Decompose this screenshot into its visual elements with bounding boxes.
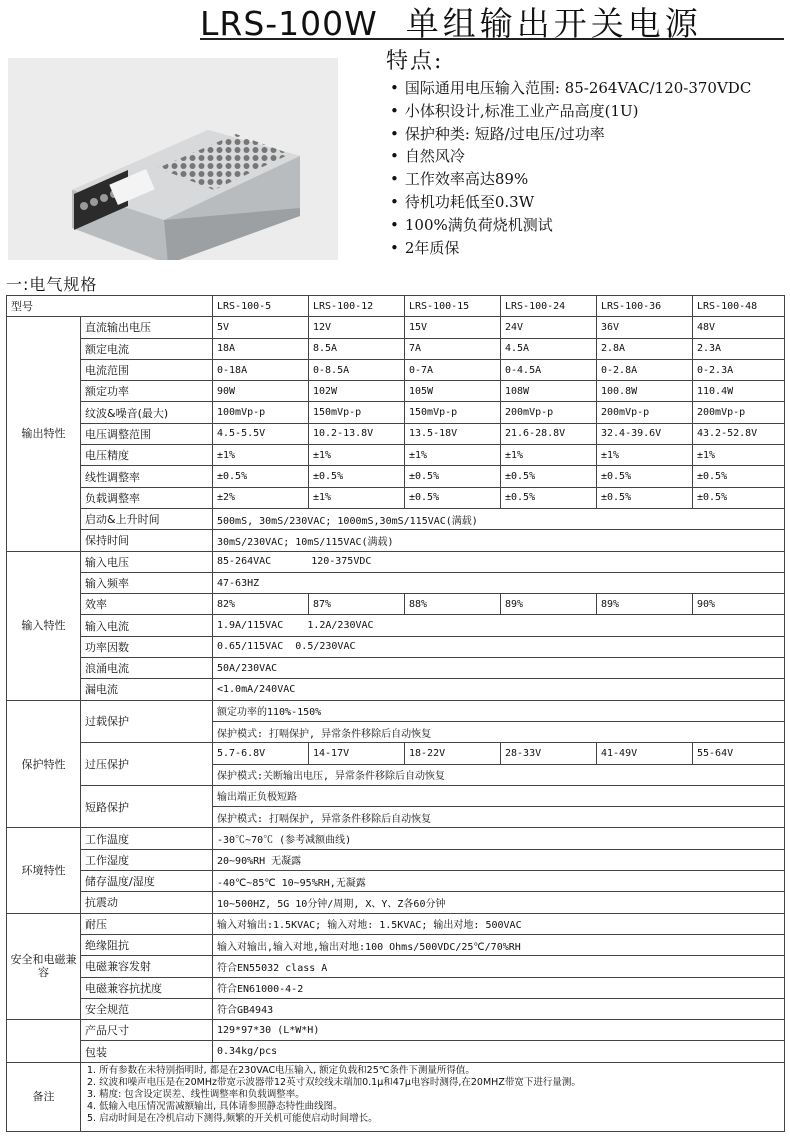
row-label: 功率因数	[81, 636, 213, 657]
value-cell: 12V	[309, 317, 405, 338]
value-cell: 0.34kg/pcs	[213, 1041, 785, 1062]
value-cell: 30mS/230VAC; 10mS/115VAC(满载)	[213, 530, 785, 551]
title-bar	[200, 0, 784, 43]
value-cell: ±2%	[213, 487, 309, 508]
value-cell: 90%	[693, 594, 785, 615]
value-cell: 0-7A	[405, 359, 501, 380]
row-label: 短路保护	[81, 785, 213, 828]
table-row	[7, 594, 785, 615]
row-label: 输入电压	[81, 551, 213, 572]
table-row	[7, 466, 785, 487]
table-row	[7, 572, 785, 593]
row-label: 电流范围	[81, 359, 213, 380]
value-cell: 额定功率的110%-150%	[213, 700, 785, 721]
value-cell: 47-63HZ	[213, 572, 785, 593]
power-supply-image	[8, 58, 338, 260]
group-environment: 环境特性	[7, 828, 81, 913]
section-title: 一:电气规格	[6, 275, 98, 294]
value-cell: ±1%	[309, 487, 405, 508]
note-line: 3. 精度: 包含设定误差、线性调整率和负载调整率。	[87, 1088, 305, 1100]
value-cell: 200mVp-p	[597, 402, 693, 423]
table-row	[7, 317, 785, 338]
value-cell: 保护模式: 打嗝保护, 异常条件移除后自动恢复	[213, 721, 785, 742]
notes-row	[7, 1062, 785, 1131]
row-label: 绝缘阻抗	[81, 934, 213, 955]
value-cell: ±0.5%	[501, 487, 597, 508]
value-cell: 5.7-6.8V	[213, 743, 309, 764]
value-cell: 110.4W	[693, 381, 785, 402]
row-label: 电磁兼容抗扰度	[81, 977, 213, 998]
value-cell: 输入对输出,输入对地,输出对地:100 Ohms/500VDC/25℃/70%RH	[213, 934, 785, 955]
value-cell: 32.4-39.6V	[597, 423, 693, 444]
value-cell: 18-22V	[405, 743, 501, 764]
value-cell: 0-18A	[213, 359, 309, 380]
value-cell	[213, 551, 785, 572]
value-cell: 14-17V	[309, 743, 405, 764]
row-label: 抗震动	[81, 892, 213, 913]
row-label: 负载调整率	[81, 487, 213, 508]
value-cell: ±0.5%	[213, 466, 309, 487]
table-row	[7, 828, 785, 849]
value-cell: 87%	[309, 594, 405, 615]
value-cell: 500mS, 30mS/230VAC; 1000mS,30mS/115VAC(满载)	[213, 508, 785, 529]
feature-item: • 小体积设计,标准工业产品高度(1U)	[386, 100, 786, 123]
value-cell: ±0.5%	[405, 466, 501, 487]
feature-item: • 待机功耗低至0.3W	[386, 191, 786, 214]
group-output: 输出特性	[7, 317, 81, 551]
value-cell: 0-2.8A	[597, 359, 693, 380]
row-label: 直流输出电压	[81, 317, 213, 338]
value-cell: 200mVp-p	[693, 402, 785, 423]
value-cell: 13.5-18V	[405, 423, 501, 444]
value-cell: <1.0mA/240VAC	[213, 679, 785, 700]
value-cell	[213, 636, 785, 657]
row-label: 过载保护	[81, 700, 213, 743]
value-cell: 102W	[309, 381, 405, 402]
value-cell: 10~500HZ, 5G 10分钟/周期, X、Y、Z各60分钟	[213, 892, 785, 913]
table-row	[7, 551, 785, 572]
table-row	[7, 679, 785, 700]
value-cell: 2.8A	[597, 338, 693, 359]
value-cell: 55-64V	[693, 743, 785, 764]
value-cell: 18A	[213, 338, 309, 359]
row-label: 电压调整范围	[81, 423, 213, 444]
value-cell: ±0.5%	[693, 487, 785, 508]
table-row	[7, 658, 785, 679]
table-row	[7, 445, 785, 466]
features-panel	[386, 44, 786, 259]
value-cell: ±0.5%	[309, 466, 405, 487]
value-cell: 36V	[597, 317, 693, 338]
value-cell: 8.5A	[309, 338, 405, 359]
table-row	[7, 636, 785, 657]
row-label: 额定功率	[81, 381, 213, 402]
value-cell: 输入对输出:1.5KVAC; 输入对地: 1.5KVAC; 输出对地: 500VAC	[213, 913, 785, 934]
value-cell: 90W	[213, 381, 309, 402]
row-label: 线性调整率	[81, 466, 213, 487]
value-cell: 100.8W	[597, 381, 693, 402]
row-label: 保持时间	[81, 530, 213, 551]
group-other	[7, 1020, 81, 1063]
table-row	[7, 785, 785, 806]
model-cell: LRS-100-5	[213, 296, 309, 317]
row-label: 包装	[81, 1041, 213, 1062]
value-cell: ±0.5%	[597, 466, 693, 487]
row-label: 浪涌电流	[81, 658, 213, 679]
value-cell: 24V	[501, 317, 597, 338]
value-cell: 82%	[213, 594, 309, 615]
value-cell: 105W	[405, 381, 501, 402]
value-cell: 4.5-5.5V	[213, 423, 309, 444]
value-cell: 100mVp-p	[213, 402, 309, 423]
notes-label: 备注	[7, 1062, 81, 1131]
table-row	[7, 977, 785, 998]
value-cell: 0-8.5A	[309, 359, 405, 380]
value-cell: 150mVp-p	[405, 402, 501, 423]
table-row	[7, 892, 785, 913]
row-label: 输入电流	[81, 615, 213, 636]
value-cell: ±1%	[213, 445, 309, 466]
value-cell: 108W	[501, 381, 597, 402]
value-cell: 7A	[405, 338, 501, 359]
value-cell: ±0.5%	[693, 466, 785, 487]
table-row	[7, 487, 785, 508]
value-cell: -40℃~85℃ 10~95%RH,无凝露	[213, 871, 785, 892]
value-cell: 89%	[501, 594, 597, 615]
notes-cell	[81, 1062, 785, 1131]
row-label: 纹波&噪音(最大)	[81, 402, 213, 423]
feature-item: • 2年质保	[386, 237, 786, 260]
pf-a: 0.65/115VAC	[217, 641, 284, 653]
value-cell: 4.5A	[501, 338, 597, 359]
table-row	[7, 1020, 785, 1041]
product-photo	[8, 58, 338, 260]
pf-b: 0.5/230VAC	[295, 641, 356, 653]
group-safety: 安全和电磁兼容	[7, 913, 81, 1019]
row-label: 工作湿度	[81, 849, 213, 870]
value-cell: ±1%	[405, 445, 501, 466]
table-row	[7, 871, 785, 892]
product-title: 单组输出开关电源	[405, 4, 702, 43]
features-heading: 特点:	[386, 49, 444, 74]
row-label: 额定电流	[81, 338, 213, 359]
features-list	[386, 77, 786, 259]
value-cell: 28-33V	[501, 743, 597, 764]
row-label: 输入频率	[81, 572, 213, 593]
value-cell: ±1%	[501, 445, 597, 466]
table-row	[7, 849, 785, 870]
table-row	[7, 956, 785, 977]
group-protection: 保护特性	[7, 700, 81, 828]
value-cell: 88%	[405, 594, 501, 615]
feature-item: • 自然风冷	[386, 145, 786, 168]
value-cell: 48V	[693, 317, 785, 338]
value-cell: 符合GB4943	[213, 998, 785, 1019]
value-cell: ±0.5%	[501, 466, 597, 487]
table-row	[7, 700, 785, 721]
model-cell: LRS-100-48	[693, 296, 785, 317]
spec-table	[6, 295, 785, 1132]
table-row	[7, 743, 785, 764]
table-row	[7, 508, 785, 529]
value-cell: 20~90%RH 无凝露	[213, 849, 785, 870]
value-cell: 0-4.5A	[501, 359, 597, 380]
row-label: 电磁兼容发射	[81, 956, 213, 977]
model-cell: LRS-100-24	[501, 296, 597, 317]
value-cell: 21.6-28.8V	[501, 423, 597, 444]
value-cell: ±0.5%	[405, 487, 501, 508]
table-row	[7, 913, 785, 934]
value-cell: ±1%	[309, 445, 405, 466]
value-cell: 保护模式:关断输出电压, 异常条件移除后自动恢复	[213, 764, 785, 785]
value-cell: 129*97*30 (L*W*H)	[213, 1020, 785, 1041]
feature-item: • 工作效率高达89%	[386, 168, 786, 191]
note-line: 5. 启动时间是在冷机启动下测得,频繁的开关机可能使启动时间增长。	[87, 1112, 378, 1124]
table-row	[7, 615, 785, 636]
value-cell: -30℃~70℃ (参考减额曲线)	[213, 828, 785, 849]
value-cell: 150mVp-p	[309, 402, 405, 423]
table-row	[7, 1041, 785, 1062]
value-cell: 符合EN61000-4-2	[213, 977, 785, 998]
row-label: 工作温度	[81, 828, 213, 849]
model-label: 型号	[7, 296, 213, 317]
value-cell: 15V	[405, 317, 501, 338]
row-label: 安全规范	[81, 998, 213, 1019]
value-cell: ±1%	[693, 445, 785, 466]
value-cell: 200mVp-p	[501, 402, 597, 423]
row-label: 效率	[81, 594, 213, 615]
value-cell: 89%	[597, 594, 693, 615]
table-row	[7, 530, 785, 551]
note-line: 4. 低输入电压情况需减额输出, 具体请参照静态特性曲线图。	[87, 1100, 343, 1112]
table-row	[7, 934, 785, 955]
note-line: 1. 所有参数在未特别指明时, 都是在230VAC电压输入, 额定负载和25℃条件下测量所得值。	[87, 1064, 475, 1076]
value-cell: ±1%	[597, 445, 693, 466]
model-cell: LRS-100-15	[405, 296, 501, 317]
value-cell: ±0.5%	[597, 487, 693, 508]
input-current-a: 1.9A/115VAC	[217, 620, 284, 632]
table-row	[7, 359, 785, 380]
input-voltage-ac: 85-264VAC	[217, 556, 272, 568]
row-label: 电压精度	[81, 445, 213, 466]
feature-item: • 国际通用电压输入范围: 85-264VAC/120-370VDC	[386, 77, 786, 100]
row-label: 储存温度/湿度	[81, 871, 213, 892]
row-label: 过压保护	[81, 743, 213, 786]
row-label: 产品尺寸	[81, 1020, 213, 1041]
row-label: 启动&上升时间	[81, 508, 213, 529]
value-cell: 输出端正负极短路	[213, 785, 785, 806]
value-cell: 符合EN55032 class A	[213, 956, 785, 977]
table-row	[7, 381, 785, 402]
table-header-row	[7, 296, 785, 317]
value-cell: 50A/230VAC	[213, 658, 785, 679]
table-row	[7, 998, 785, 1019]
input-current-b: 1.2A/230VAC	[307, 620, 374, 632]
feature-item: • 100%满负荷烧机测试	[386, 214, 786, 237]
model-name: LRS-100W	[200, 4, 378, 43]
value-cell: 10.2-13.8V	[309, 423, 405, 444]
value-cell: 2.3A	[693, 338, 785, 359]
note-line: 2. 纹波和噪声电压是在20MHz带宽示波器带12英寸双绞线末端加0.1μ和47μ电容时测得,在20MHZ带宽下进行量测。	[87, 1076, 581, 1088]
value-cell: 0-2.3A	[693, 359, 785, 380]
page-title	[200, 0, 702, 45]
value-cell	[213, 615, 785, 636]
group-input: 输入特性	[7, 551, 81, 700]
value-cell: 保护模式: 打嗝保护, 异常条件移除后自动恢复	[213, 807, 785, 828]
table-row	[7, 423, 785, 444]
input-voltage-dc: 120-375VDC	[311, 556, 372, 568]
value-cell: 41-49V	[597, 743, 693, 764]
table-row	[7, 402, 785, 423]
table-row	[7, 338, 785, 359]
feature-item: • 保护种类: 短路/过电压/过功率	[386, 123, 786, 146]
value-cell: 43.2-52.8V	[693, 423, 785, 444]
model-cell: LRS-100-12	[309, 296, 405, 317]
model-cell: LRS-100-36	[597, 296, 693, 317]
row-label: 耐压	[81, 913, 213, 934]
value-cell: 5V	[213, 317, 309, 338]
row-label: 漏电流	[81, 679, 213, 700]
